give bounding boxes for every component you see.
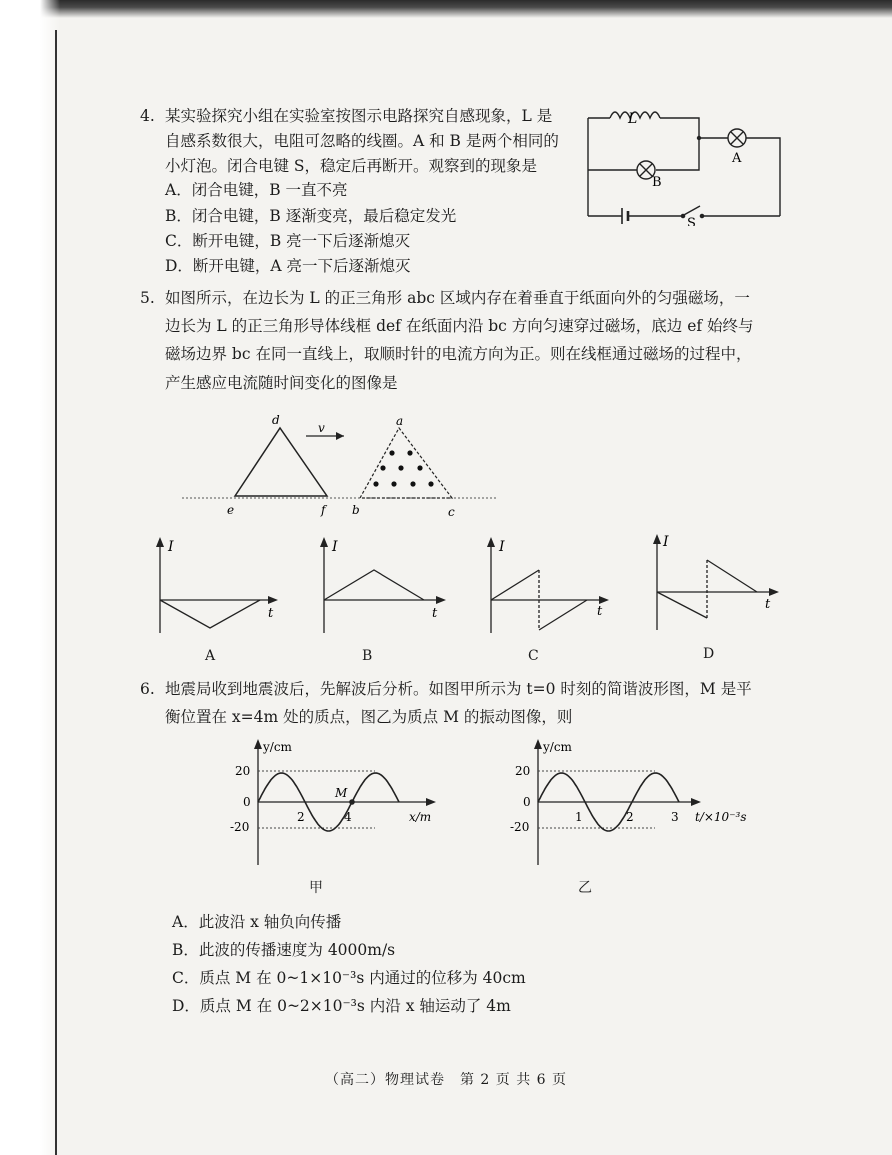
label-c-vertex: c [448,505,455,519]
q6-option-c: C．质点 M 在 0~1×10⁻³s 内通过的位移为 40cm [172,969,526,987]
wave-xlabel: x/m [409,810,432,824]
q5-graph-c [481,535,611,635]
q6-option-b: B．此波的传播速度为 4000m/s [172,941,396,959]
graph-c-ylabel: I [499,539,505,555]
graph-a-option: A [205,648,216,664]
label-e: e [227,503,235,517]
q5-line-4: 产生感应电流随时间变化的图像是 [165,374,398,392]
label-a: A [732,151,742,166]
graph-d-option: D [703,646,715,662]
vib-caption: 乙 [578,880,592,896]
q6-vibration-graph [505,735,760,870]
label-d: d [272,413,280,427]
q6-option-d: D．质点 M 在 0~2×10⁻³s 内沿 x 轴运动了 4m [172,997,511,1015]
q6-line-1: 地震局收到地震波后，先解波后分析。如图甲所示为 t=0 时刻的简谐波形图，M 是平 [165,680,752,698]
graph-b-option: B [362,648,373,664]
q5-line-1: 如图所示，在边长为 L 的正三角形 abc 区域内存在着垂直于纸面向外的匀强磁场，一 [165,289,750,307]
label-b-vertex: b [352,503,360,517]
graph-a-xlabel: t [268,606,274,621]
label-b: B [652,175,662,190]
vib-xtick-1: 1 [575,810,583,824]
point-m [349,799,355,805]
scan-edge-line [55,30,57,1155]
q4-option-c: C．断开电键，B 亮一下后逐渐熄灭 [165,232,411,250]
graph-d-ylabel: I [663,534,669,550]
q5-figure [180,408,500,526]
label-a-vertex: a [396,414,404,428]
vib-xlabel: t/×10⁻³s [695,810,747,824]
wave-ytick-0: 0 [243,795,251,809]
vib-ylabel: y/cm [543,740,572,754]
q6-option-a: A．此波沿 x 轴负向传播 [172,913,342,931]
q6-wave-graph [225,735,450,870]
q5-number: 5. [140,289,155,307]
wave-caption: 甲 [309,880,323,896]
graph-b-xlabel: t [432,606,438,621]
graph-c-xlabel: t [597,604,603,619]
q5-graph-a [150,535,280,635]
q5-line-3: 磁场边界 bc 在同一直线上，取顺时针的电流方向为正。则在线框通过磁场的过程中， [165,345,752,363]
scan-shadow-top [0,0,892,18]
q4-circuit-diagram [584,98,794,226]
vib-ytick-0: 0 [523,795,531,809]
wave-xtick-2: 2 [297,810,305,824]
q5-graph-b [314,535,449,635]
q4-option-b: B．闭合电键，B 逐渐变亮，最后稳定发光 [165,207,457,225]
label-s: S [687,216,696,226]
label-v: v [318,421,325,435]
wave-ytick-neg20: -20 [230,820,250,834]
graph-b-ylabel: I [332,539,338,555]
q4-option-a: A．闭合电键，B 一直不亮 [165,181,348,199]
label-f: f [321,503,326,517]
graph-d-xlabel: t [765,597,771,612]
wave-ytick-20: 20 [235,764,251,778]
q6-number: 6. [140,680,155,698]
q5-graph-d [647,530,782,635]
wave-ylabel: y/cm [263,740,292,754]
vib-xtick-2: 2 [626,810,634,824]
q6-line-2: 衡位置在 x=4m 处的质点，图乙为质点 M 的振动图像，则 [165,708,573,726]
q4-line-2: 自感系数很大，电阻可忽略的线圈。A 和 B 是两个相同的 [165,132,559,150]
q5-line-2: 边长为 L 的正三角形导体线框 def 在纸面内沿 bc 方向匀速穿过磁场，底边 ef 始终与 [165,317,754,335]
q4-option-d: D．断开电键，A 亮一下后逐渐熄灭 [165,257,411,275]
q4-line-1: 某实验探究小组在实验室按图示电路探究自感现象，L 是 [165,107,553,125]
vib-xtick-3: 3 [671,810,679,824]
field-dots [373,450,433,486]
vib-ytick-20: 20 [515,764,531,778]
field-region-abc [360,428,452,498]
wave-xtick-4: 4 [344,810,352,824]
q4-number: 4. [140,107,155,125]
wave-point-label: M [335,786,348,800]
scan-margin-left [0,0,60,1155]
graph-a-ylabel: I [168,539,174,555]
q4-line-3: 小灯泡。闭合电键 S，稳定后再断开。观察到的现象是 [165,157,538,175]
graph-c-option: C [528,648,539,664]
vib-ytick-neg20: -20 [510,820,530,834]
coil-def [235,428,327,496]
label-l: L [628,111,638,127]
page-footer: （高二）物理试卷 第 2 页 共 6 页 [324,1072,568,1088]
